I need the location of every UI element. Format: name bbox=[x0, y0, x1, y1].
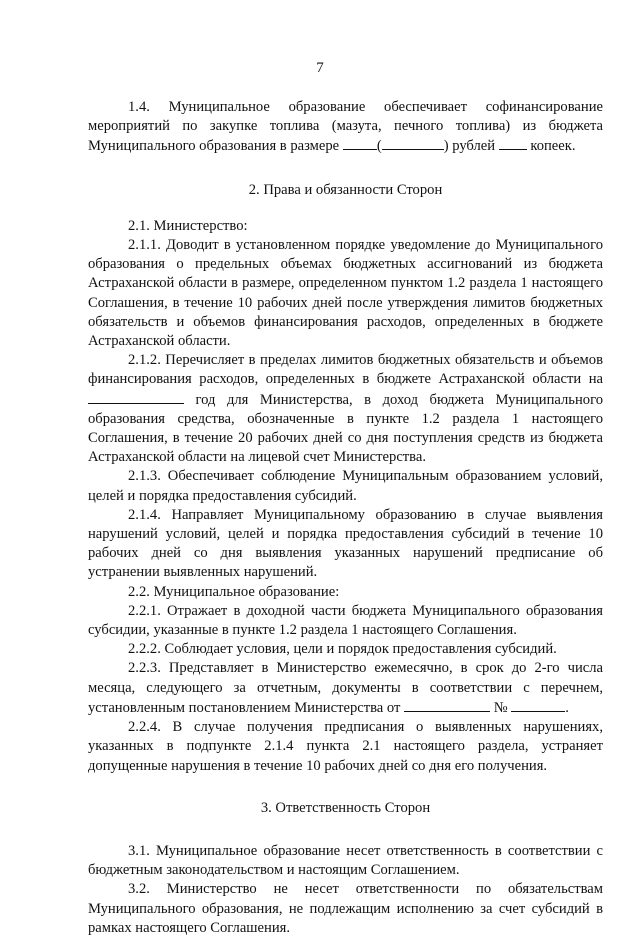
paragraph-2-1-3: 2.1.3. Обеспечивает соблюдение Муниципальным образованием условий, целей и порядка предоставления субсидий. bbox=[88, 468, 603, 504]
paragraph-3-1: 3.1. Муниципальное образование несет ответственность в соответствии с бюджетным законодательством и настоящим Соглашением. bbox=[88, 842, 603, 879]
blank-rubles-digits bbox=[343, 136, 377, 150]
paragraph-2-1-1: 2.1.1. Доводит в установленном порядке уведомление до Муниципального образования о предельных объемах бюджетных ассигнований из бюджета Астраханской области в размере, определенном пунктом 1.2 раздела 1 настоящего Соглашения, в течение 10 рабочих дней после утверждения лимитов бюджетных обязательств и объемов финансирования расходов, определенных в бюджете Астраханской области. bbox=[88, 237, 603, 350]
paragraph-1-4: 1.4. Муниципальное образование обеспечивает софинансирование мероприятий по закупке топлива (мазута, печного топлива) из бюджета Муниципального образования в размере ( ) рублей копеек. bbox=[88, 99, 603, 155]
document-body bbox=[88, 98, 603, 938]
paragraph-2-2-2: 2.2.2. Соблюдает условия, цели и порядок предоставления субсидий. bbox=[128, 641, 557, 658]
section-2-title: 2. Права и обязанности Сторон bbox=[248, 181, 443, 198]
paragraph-2-2-3: 2.2.3. Представляет в Министерство ежемесячно, в срок до 2-го числа месяца, следующего за отчетным, документы в соответствии с перечнем, установленным постановлением Министерства от № . bbox=[88, 660, 603, 716]
blank-kopecks bbox=[499, 136, 527, 150]
paragraph-2-2-4: 2.2.4. В случае получения предписания о выявленных нарушениях, указанных в подпункте 2.1.4 пункта 2.1 настоящего раздела, устраняет допущенные нарушения в течение 10 рабочих дней со дня его получения. bbox=[88, 719, 603, 774]
blank-decree-number bbox=[511, 698, 565, 712]
paragraph-2-1-4: 2.1.4. Направляет Муниципальному образованию в случае выявления нарушений условий, целей и порядка предоставления субсидий в течение 10 рабочих дней со дня выявления указанных нарушений предписание об устранении выявленных нарушений. bbox=[88, 506, 603, 581]
blank-decree-date bbox=[404, 698, 490, 712]
blank-year bbox=[88, 390, 184, 404]
paragraph-2-1: 2.1. Министерство: bbox=[128, 217, 248, 234]
paragraph-2-2-1: 2.2.1. Отражает в доходной части бюджета Муниципального образования субсидии, указанные в пункте 1.2 раздела 1 настоящего Соглашения. bbox=[88, 602, 603, 639]
paragraph-2-2: 2.2. Муниципальное образование: bbox=[128, 583, 340, 600]
section-3-title: 3. Ответственность Сторон bbox=[260, 799, 431, 816]
blank-rubles-words bbox=[382, 136, 444, 150]
paragraph-3-2: 3.2. Министерство не несет ответственности по обязательствам Муниципального образования, не подлежащим исполнению за счет субсидий в рамках настоящего Соглашения. bbox=[88, 881, 603, 936]
page-number: 7 bbox=[316, 60, 324, 76]
paragraph-2-1-2: 2.1.2. Перечисляет в пределах лимитов бюджетных обязательств и объемов финансирования расходов, определенных в бюджете Астраханской области на год для Министерства, в доход бюджета Муниципального образования средства, обозначенные в пункте 1.2 раздела 1 настоящего Соглашения, в течение 20 рабочих дней со дня поступления средств из бюджета Астраханской области на лицевой счет Министерства. bbox=[88, 352, 603, 466]
